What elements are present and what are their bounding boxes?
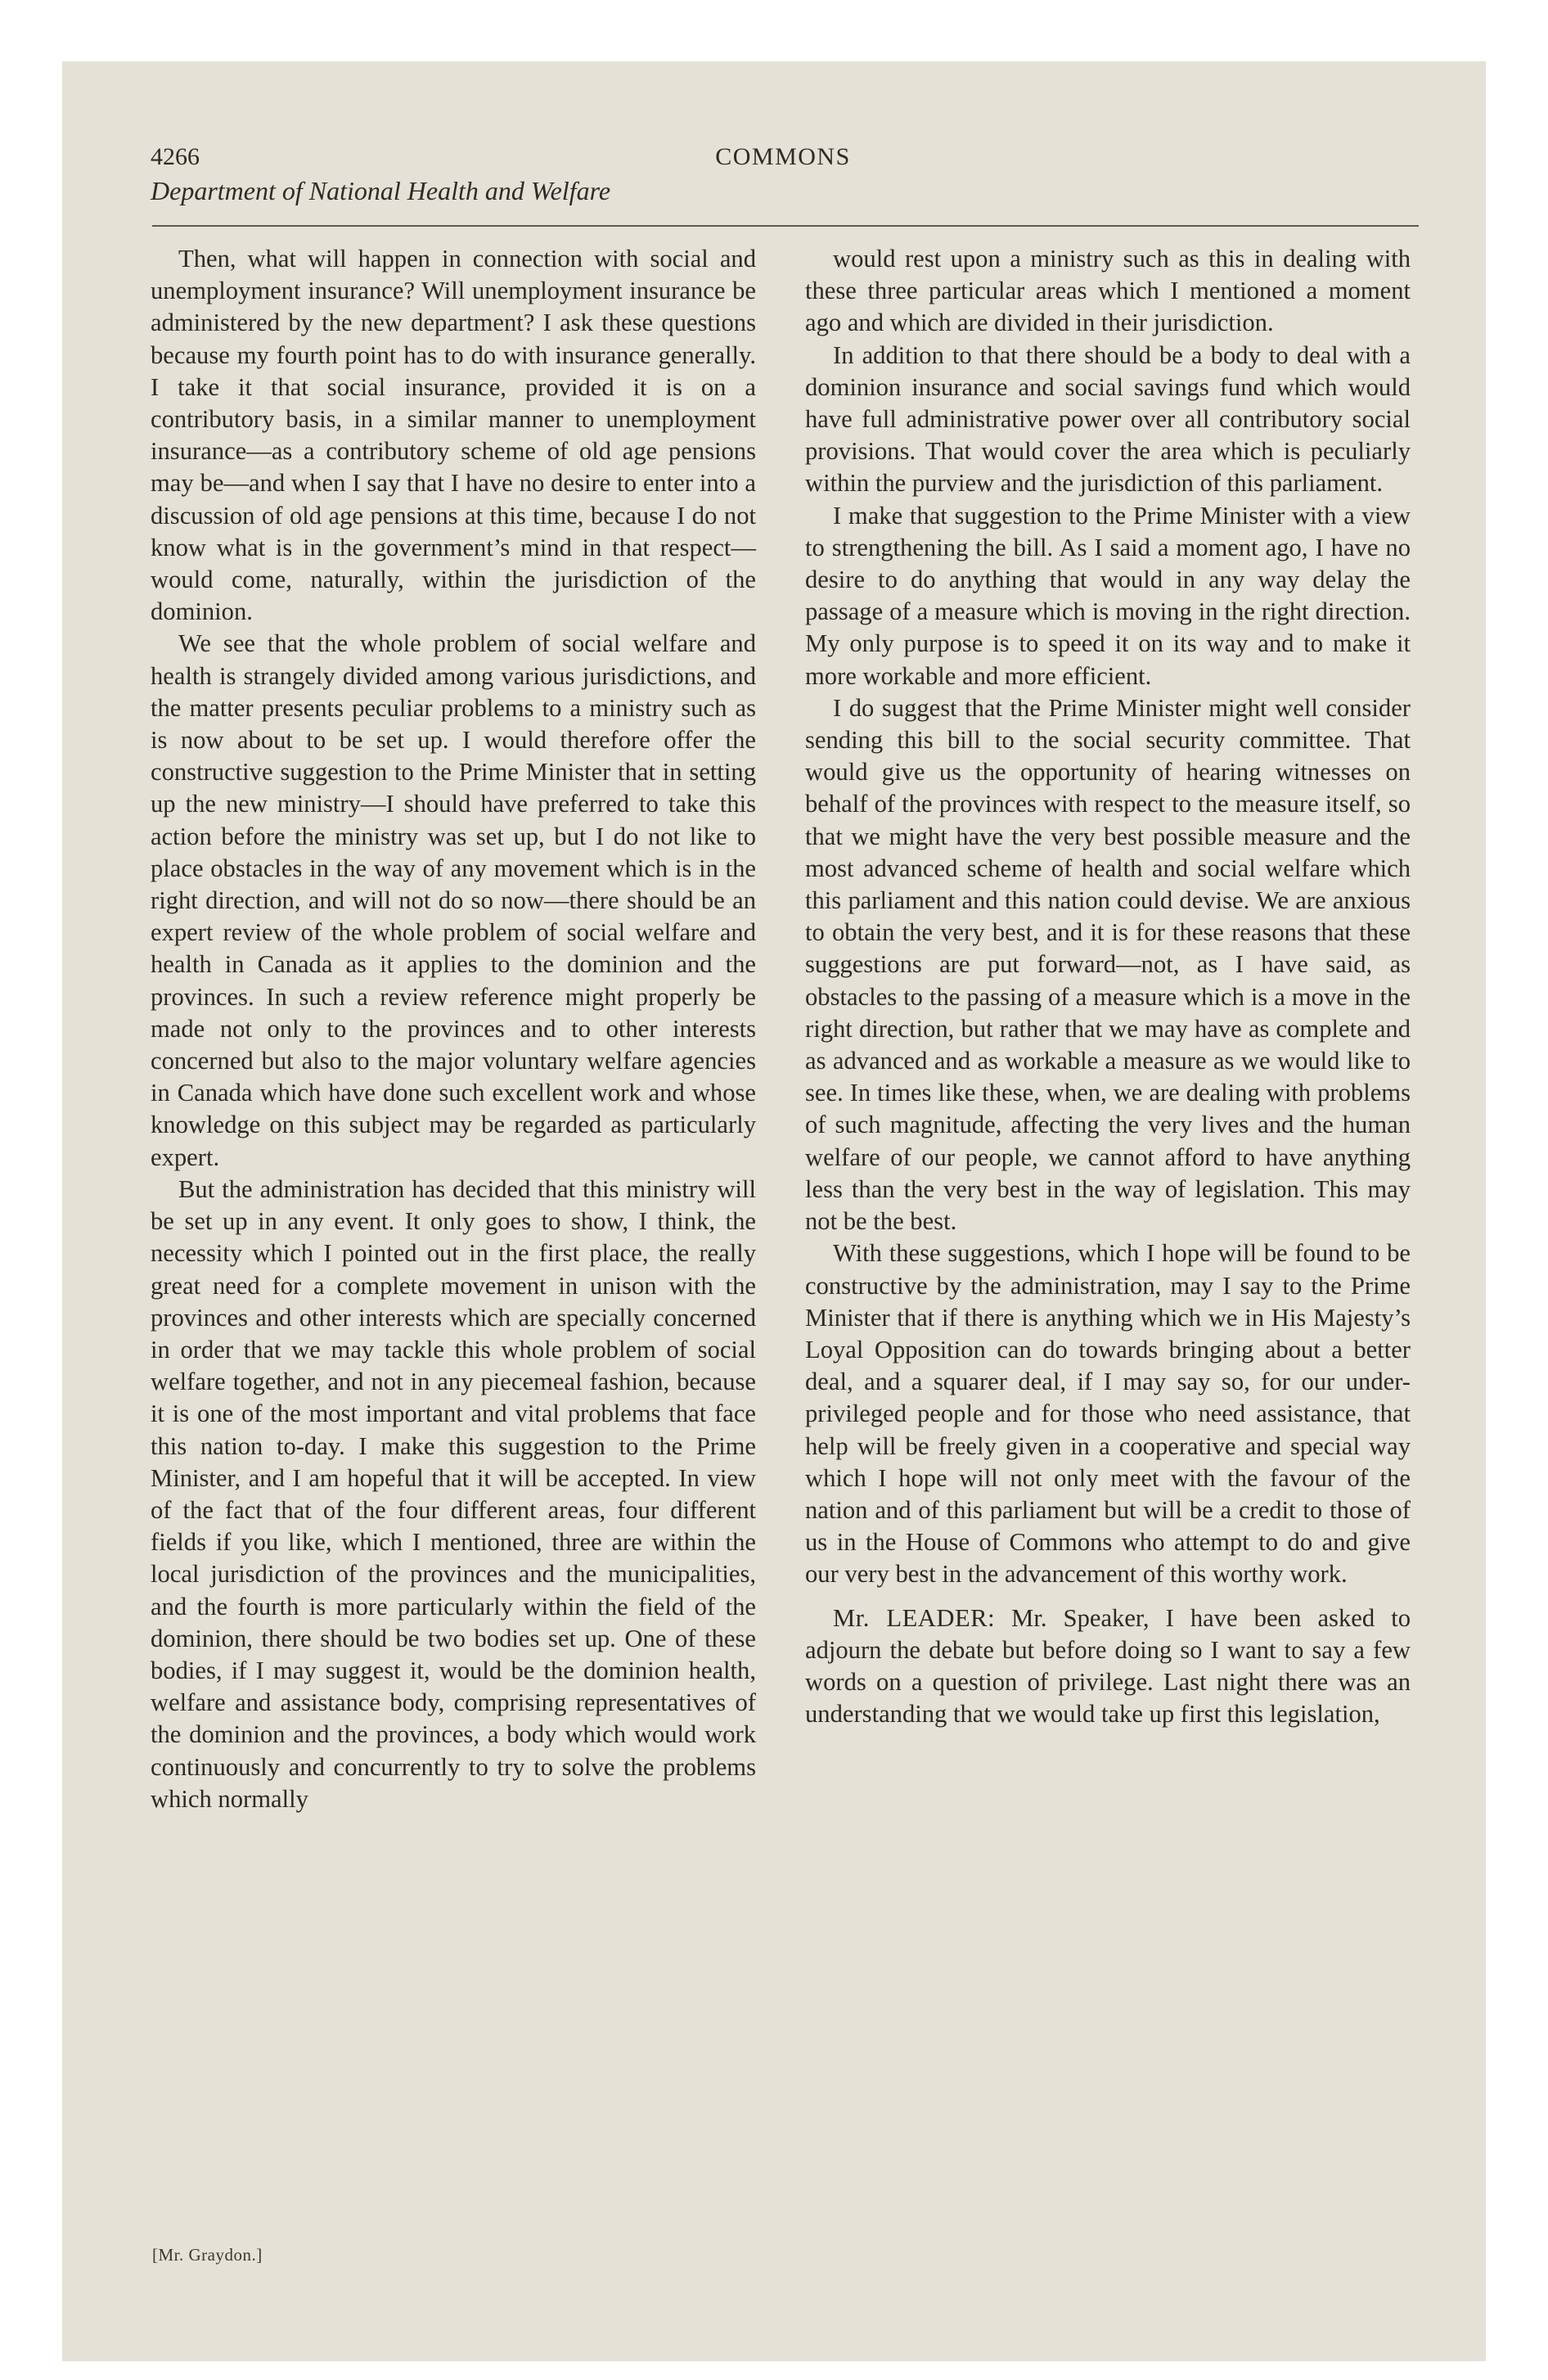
speaker-attribution: [Mr. Graydon.] [152, 2245, 263, 2265]
paragraph: would rest upon a ministry such as this in dealing with these three particular areas which I mentioned a moment ago and which are divided in their jurisdiction. [805, 245, 1411, 337]
paragraph: I do suggest that the Prime Minister might well consider sending this bill to the social security committee. That would give us the opportunity of hearing witnesses on behalf of the provinces with respect to the measure itself, so that we might have the very best possible measure and the most advanced scheme of health and social welfare which this parliament and this nation could devise. We are anxious to obtain the very best, and it is for these reasons that these suggestions are put forward—not, as I have said, as obstacles to the passing of a measure which is a move in the right direction, but rather that we may have as complete and as advanced and as workable a measure as we would like to see. In times like these, when, we are dealing with problems of such magnitude, affecting the very lives and the human welfare of our people, we cannot afford to have anything less than the very best in the way of legislation. This may not be the best. [805, 693, 1411, 1236]
section-title: Department of National Health and Welfare [151, 176, 611, 205]
paragraph: With these suggestions, which I hope will be found to be constructive by the administration, may I say to the Prime Minister that if there is anything which we in His Majesty’s Loyal Opposition can do towards bringing about a better deal, and a squarer deal, if I may say so, for our under-privileged people and for those who need assistance, that help will be freely given in a cooperative and special way which I hope will not only meet with the favour of the nation and of this parliament but will be a credit to those of us in the House of Commons who attempt to do and give our very best in the advancement of this worthy work. [805, 1239, 1411, 1589]
running-title: COMMONS [715, 143, 851, 170]
speaker-name: Mr. LEADER: [833, 1603, 996, 1632]
right-column [805, 243, 1411, 1730]
paragraph: In addition to that there should be a body to deal with a dominion insurance and social savings fund which would have full administrative power over all contributory social provisions. That would cover the area which is peculiarly within the purview and the jurisdiction of this parliament. [805, 340, 1411, 498]
document-page [62, 61, 1486, 2361]
page-number: 4266 [151, 143, 200, 170]
header-rule [152, 225, 1419, 227]
left-column [151, 243, 756, 1815]
paragraph: We see that the whole problem of social welfare and health is strangely divided among various jurisdictions, and the matter presents peculiar problems to a ministry such as is now about to be set up. I would therefore offer the constructive suggestion to the Prime Minister that in setting up the new ministry—I should have preferred to take this action before the ministry was set up, but I do not like to place obstacles in the way of any movement which is in the right direction, and will not do so now—there should be an expert review of the whole problem of social welfare and health in Canada as it applies to the dominion and the provinces. In such a review reference might properly be made not only to the provinces and to other interests concerned but also to the major voluntary welfare agencies in Canada which have done such excellent work and whose knowledge on this subject may be regarded as particularly expert. [151, 629, 756, 1171]
speech-text: Mr. Speaker, I have been asked to adjourn the debate but before doing so I want to say a few words on a question of privilege. Last night there was an understanding that we would take up first this legislation, [805, 1603, 1411, 1729]
speaker-paragraph [805, 1602, 1411, 1731]
paragraph: But the administration has decided that this ministry will be set up in any event. It only goes to show, I think, the necessity which I pointed out in the first place, the really great need for a complete movement in unison with the provinces and other interests which are specially concerned in order that we may tackle this whole problem of social welfare together, and not in any piecemeal fashion, because it is one of the most important and vital problems that face this nation to-day. I make this suggestion to the Prime Minister, and I am hopeful that it will be accepted. In view of the fact that of the four different areas, four different fields if you like, which I mentioned, three are within the local jurisdiction of the provinces and the municipalities, and the fourth is more particularly within the field of the dominion, there should be two bodies set up. One of these bodies, if I may suggest it, would be the dominion health, welfare and assistance body, comprising representatives of the dominion and the provinces, a body which would work continuously and concurrently to try to solve the problems which normally [151, 1174, 756, 1813]
paragraph: Then, what will happen in connection with social and unemployment insurance? Will unemployment insurance be administered by the new department? I ask these questions because my fourth point has to do with insurance generally. I take it that social insurance, provided it is on a contributory basis, in a similar manner to unemployment insurance—as a contributory scheme of old age pensions may be—and when I say that I have no desire to enter into a discussion of old age pensions at this time, because I do not know what is in the government’s mind in that respect—would come, naturally, within the jurisdiction of the dominion. [151, 245, 756, 626]
paragraph: I make that suggestion to the Prime Minister with a view to strengthening the bill. As I said a moment ago, I have no desire to do anything that would in any way delay the passage of a measure which is moving in the right direction. My only purpose is to speed it on its way and to make it more workable and more efficient. [805, 501, 1411, 690]
